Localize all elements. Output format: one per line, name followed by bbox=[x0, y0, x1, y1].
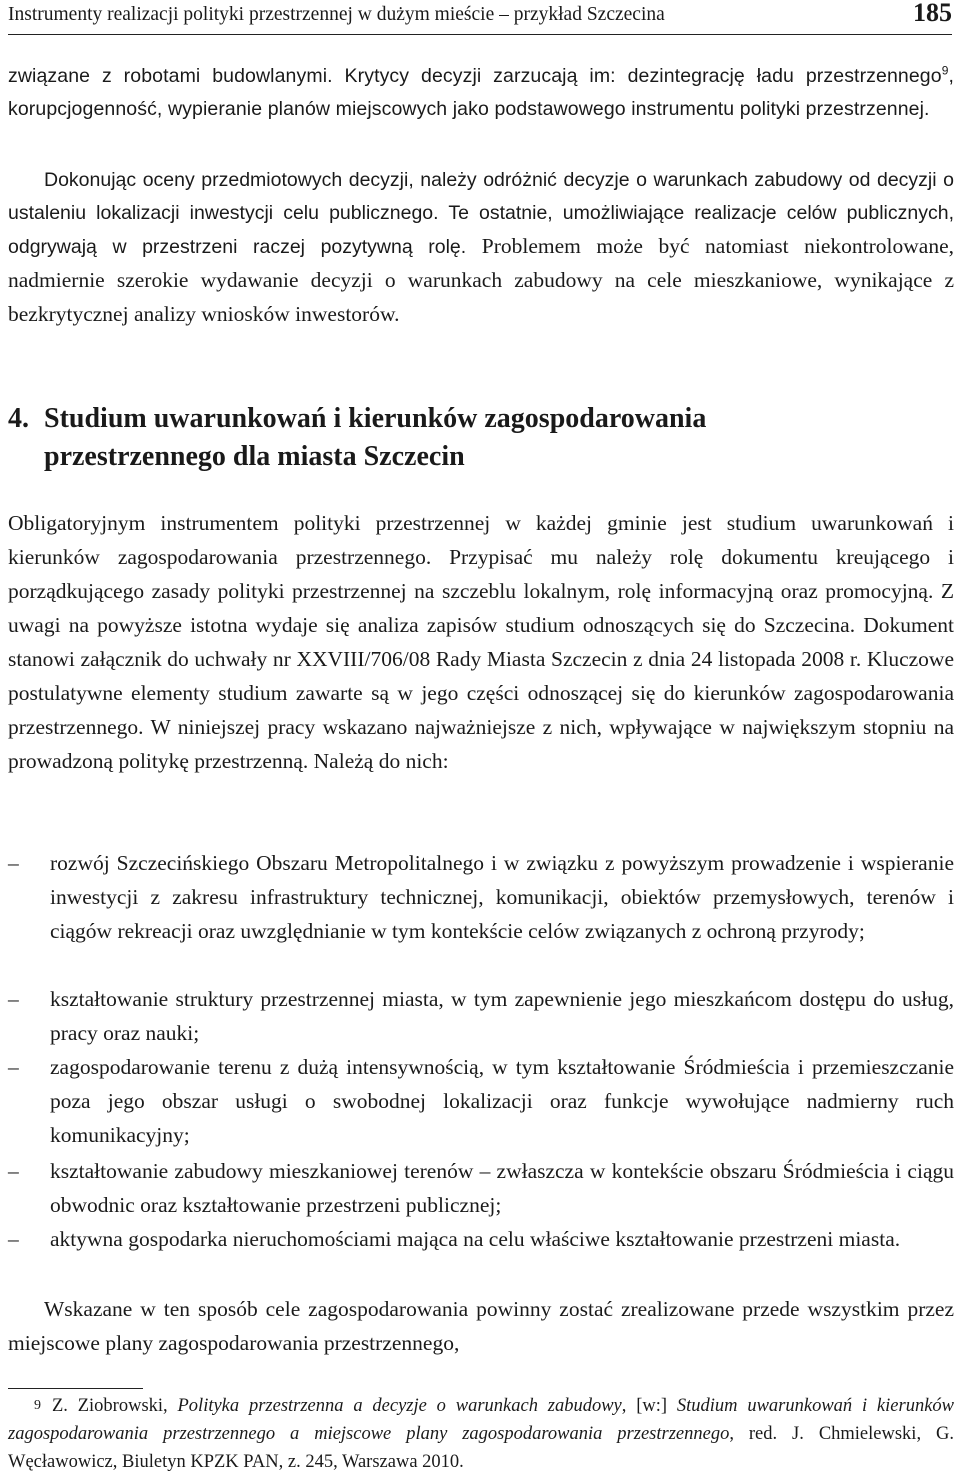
footnote-title: Polityka przestrzenna a decyzje o warunkach zabudowy bbox=[177, 1396, 622, 1416]
body-paragraph-2: Wskazane w ten sposób cele zagospodarowania powinny zostać zrealizowane przede wszystkim przez miejscowe plany zagospodarowania przestrzennego, bbox=[8, 1297, 954, 1355]
page-number: 185 bbox=[913, 0, 952, 27]
list-item-text: rozwój Szczecińskiego Obszaru Metropolitalnego i w związku z powyższym prowadzenie i wspieranie inwestycji z zakresu infrastruktury technicznej, komunikacji, obiektów przemysłowych, terenów i ciągów rekreacji oraz uwzględnianie w tym kontekście celów związanych z ochroną przyrody; bbox=[50, 851, 954, 943]
list-item bbox=[8, 982, 954, 1050]
list-item bbox=[8, 1050, 954, 1152]
list-item-text: zagospodarowanie terenu z dużą intensywnością, w tym kształtowanie Śródmieścia i przemieszczanie poza jego obszar usługi o swobodnej lokalizacji oraz funkcje wywołujące nadmierny ruch komunikacyjny; bbox=[50, 1055, 954, 1147]
footnote-mark: 9 bbox=[34, 1398, 41, 1413]
section-title-line2: przestrzennego dla miasta Szczecin bbox=[44, 441, 465, 472]
footnote-ref-9: 9 bbox=[941, 63, 949, 78]
list-item bbox=[8, 1222, 954, 1256]
footnote-source: Studium uwarunkowań i kierunków zagospodarowania przestrzennego a miejscowe plany zagospodarowania przestrzennego bbox=[8, 1396, 954, 1444]
intro-text-a: związane z robotami budowlanymi. Krytycy decyzji zarzucają im: dezintegrację ładu przestrzennego bbox=[8, 65, 942, 87]
list-dash: – bbox=[8, 987, 19, 1011]
running-header-title: Instrumenty realizacji polityki przestrzennej w dużym mieście – przykład Szczecina bbox=[8, 4, 665, 25]
section-heading bbox=[8, 400, 954, 476]
section-number: 4. bbox=[8, 403, 29, 434]
intro-paragraph-1 bbox=[8, 60, 954, 126]
running-header bbox=[8, 0, 952, 35]
footnote bbox=[8, 1392, 954, 1476]
list-dash: – bbox=[8, 1055, 19, 1079]
list-dash: – bbox=[8, 851, 19, 875]
intro-text-b: , korupcjogenność, wypieranie planów miejscowych jako podstawowego instrumentu polityki przestrzennej. bbox=[8, 65, 954, 120]
body-paragraph-1: Obligatoryjnym instrumentem polityki przestrzennej w każdej gminie jest studium uwarunkowań i kierunków zagospodarowania przestrzennego. Przypisać mu należy rolę dokumentu kreującego i porządkującego zasady polityki przestrzennej na szczeblu lokalnym, rolę informacyjną oraz promocyjną. Z uwagi na powyższe istotna wydaje się analiza zapisów studium odnoszących się do Szczecina. Dokument stanowi załącznik do uchwały nr XXVIII/706/08 Rady Miasta Szczecin z dnia 24 listopada 2008 r. Kluczowe postulatywne elementy studium zawarte są w jego części odnoszącej się do kierunków zagospodarowania przestrzennego. W niniejszej pracy wskazano najważniejsze z nich, wpływające w największym stopniu na prowadzoną politykę przestrzenną. Należą do nich: bbox=[8, 511, 954, 773]
list-dash: – bbox=[8, 1159, 19, 1183]
list-dash: – bbox=[8, 1227, 19, 1251]
list-item bbox=[8, 846, 954, 948]
section-title-line1: Studium uwarunkowań i kierunków zagospodarowania bbox=[44, 403, 707, 434]
intro-text-c: Dokonując oceny przedmiotowych decyzji, należy odróżnić decyzje o warunkach zabudowy od decyzji o ustaleniu lokalizacji inwestycji celu publicznego. Te ostatnie, umożliwiające realizacje celów publicznych, odgrywają w przestrzeni raczej pozytywną rolę. bbox=[8, 169, 954, 258]
list-item bbox=[8, 1154, 954, 1222]
footnote-sep: , [w:] bbox=[621, 1396, 677, 1416]
footnote-divider bbox=[8, 1388, 143, 1389]
footnote-author: Z. Ziobrowski, bbox=[52, 1396, 178, 1416]
intro-text-d: Problemem może być natomiast niekontrolowane, nadmiernie szerokie wydawanie decyzji o warunkach zabudowy na cele mieszkaniowe, wynikające z bezkrytycznej analizy wniosków inwestorów. bbox=[8, 234, 954, 326]
list-item-text: kształtowanie struktury przestrzennej miasta, w tym zapewnienie jego mieszkańcom dostępu do usług, pracy oraz nauki; bbox=[50, 987, 954, 1045]
intro-paragraph-2 bbox=[8, 164, 954, 332]
list-item-text: aktywna gospodarka nieruchomościami mająca na celu właściwe kształtowanie przestrzeni miasta. bbox=[50, 1227, 901, 1251]
list-item-text: kształtowanie zabudowy mieszkaniowej terenów – zwłaszcza w kontekście obszaru Śródmieścia i ciągu obwodnic oraz kształtowanie przestrzeni publicznej; bbox=[50, 1159, 954, 1217]
footnote-rest: , red. J. Chmielewski, G. Węcławowicz, Biuletyn KPZK PAN, z. 245, Warszawa 2010. bbox=[8, 1424, 954, 1472]
